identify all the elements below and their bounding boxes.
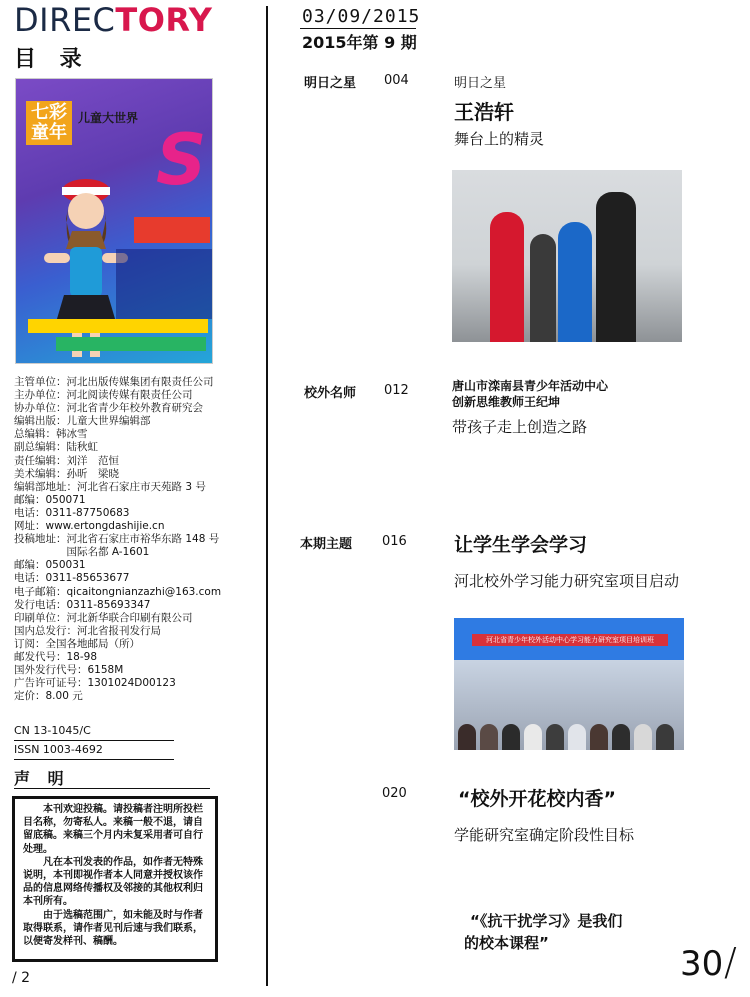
cover-stripe-yellow bbox=[28, 319, 208, 333]
credit-line: 电话：0311-85653677 bbox=[14, 572, 130, 585]
credit-line: 美术编辑：孙昕 梁晓 bbox=[14, 467, 119, 480]
left-page-number: / 2 bbox=[12, 970, 31, 986]
entry4-title[interactable]: “校外开花校内香” bbox=[458, 788, 616, 810]
photo-crowd bbox=[502, 724, 520, 750]
photo-crowd bbox=[590, 724, 608, 750]
entry2-desc[interactable]: 带孩子走上创造之路 bbox=[452, 418, 588, 436]
credit-line: 邮编：050071 bbox=[14, 493, 86, 506]
entry5-line1[interactable]: “《抗干扰学习》是我们 bbox=[470, 912, 623, 930]
contents-heading: 目 录 bbox=[14, 47, 90, 72]
page-ref-e1: 004 bbox=[384, 73, 409, 88]
cover-badge bbox=[134, 217, 210, 243]
photo-person bbox=[530, 234, 556, 342]
entry5-line2[interactable]: 的校本课程” bbox=[464, 934, 549, 952]
credit-line: 协办单位：河北省青少年校外教育研究会 bbox=[14, 402, 203, 415]
directory-title-part2: TORY bbox=[115, 1, 213, 39]
notice-paragraph: 凡在本刊发表的作品，如作者无特殊说明，本刊即视作者本人同意并授权该作品的信息网络传播权及邻接的其他权利归本刊所有。 bbox=[23, 856, 203, 908]
photo-person bbox=[596, 192, 636, 342]
credit-line: 国内总发行：河北省报刊发行局 bbox=[14, 624, 161, 637]
notice-heading-rule bbox=[14, 788, 210, 789]
photo-crowd bbox=[634, 724, 652, 750]
credit-line: 国外发行代号：6158M bbox=[14, 664, 124, 677]
credit-line: 责任编辑：刘洋 范恒 bbox=[14, 454, 119, 467]
entry3-title[interactable]: 让学生学会学习 bbox=[454, 534, 588, 556]
photo-person bbox=[558, 222, 592, 342]
cover-stripe-green bbox=[56, 337, 206, 351]
photo-crowd bbox=[524, 724, 542, 750]
cover-decorative-letter: S bbox=[156, 119, 207, 201]
credit-line: 印刷单位：河北新华联合印刷有限公司 bbox=[14, 611, 193, 624]
credit-line: 电子邮箱：qicaitongnianzazhi@163.com bbox=[14, 585, 222, 598]
credit-line: 副总编辑：陆秋虹 bbox=[14, 441, 98, 454]
section-label-e1: 明日之星 bbox=[304, 76, 357, 91]
column-divider bbox=[266, 6, 268, 986]
entry4-desc: 学能研究室确定阶段性目标 bbox=[454, 826, 635, 844]
photo-crowd bbox=[458, 724, 476, 750]
photo-person bbox=[490, 212, 524, 342]
magazine-cover-image bbox=[15, 78, 213, 364]
credit-line: 总编辑：韩冰雪 bbox=[14, 428, 88, 441]
section-label-e2: 校外名师 bbox=[304, 386, 357, 401]
right-page-number: 30 bbox=[680, 944, 724, 984]
issue-date: 03/09/2015 bbox=[302, 6, 421, 27]
notice-paragraph: 本刊欢迎投稿。请投稿者注明所投栏目名称，勿寄私人。来稿一般不退，请自留底稿。来稿三个月内未复采用者可自行处理。 bbox=[23, 804, 203, 855]
photo-banner bbox=[472, 634, 668, 646]
entry1-name[interactable]: 王浩轩 bbox=[454, 100, 514, 124]
registration-ids bbox=[14, 722, 174, 760]
credit-line: 电话：0311-87750683 bbox=[14, 506, 130, 519]
credit-line: 编辑部地址：河北省石家庄市天苑路 3 号 bbox=[14, 480, 206, 493]
cn-number: CN 13-1045/C bbox=[14, 722, 174, 741]
page-ref-e2: 012 bbox=[384, 383, 409, 398]
directory-title-part1: DIREC bbox=[14, 1, 116, 39]
entry1-kicker: 明日之星 bbox=[454, 76, 507, 91]
cover-brand-right: 儿童大世界 bbox=[78, 111, 139, 125]
photo-crowd bbox=[480, 724, 498, 750]
right-page-slash: / bbox=[724, 940, 737, 984]
photo-crowd bbox=[612, 724, 630, 750]
credit-line: 投稿地址：河北省石家庄市裕华东路 148 号 bbox=[14, 533, 220, 546]
photo-banner-text: 河北省青少年校外活动中心学习能力研究室项目培训班 bbox=[486, 636, 654, 644]
cover-brand-left: 七彩童年 bbox=[26, 101, 72, 145]
credit-line: 主办单位：河北阅读传媒有限责任公司 bbox=[14, 389, 193, 402]
credit-line: 发行电话：0311-85693347 bbox=[14, 598, 151, 611]
page-ref-e3: 016 bbox=[382, 534, 407, 549]
credit-line: 定价：8.00 元 bbox=[14, 690, 83, 703]
issue-number: 2015年第 9 期 bbox=[302, 33, 417, 52]
photo-crowd bbox=[546, 724, 564, 750]
credit-line: 订阅：全国各地邮局（所） bbox=[14, 637, 140, 650]
cover-banner bbox=[116, 249, 212, 319]
notice-heading: 声 明 bbox=[14, 769, 70, 788]
credit-line: 邮编：050031 bbox=[14, 559, 86, 572]
section-label-e3: 本期主题 bbox=[300, 537, 353, 552]
entry3-desc: 河北校外学习能力研究室项目启动 bbox=[454, 572, 680, 590]
publication-credits bbox=[14, 376, 262, 703]
credit-line: 广告许可证号：1301024D00123 bbox=[14, 677, 176, 690]
photo-crowd bbox=[656, 724, 674, 750]
entry1-photo bbox=[452, 170, 682, 342]
photo-crowd bbox=[568, 724, 586, 750]
credit-line: 网址：www.ertongdashijie.cn bbox=[14, 520, 165, 533]
credit-line: 邮发代号：18-98 bbox=[14, 650, 98, 663]
entry1-desc: 舞台上的精灵 bbox=[454, 130, 545, 148]
entry3-photo bbox=[454, 618, 684, 750]
credit-line: 主管单位：河北出版传媒集团有限责任公司 bbox=[14, 376, 214, 388]
issn-number: ISSN 1003-4692 bbox=[14, 741, 174, 760]
directory-title bbox=[14, 2, 212, 38]
notice-paragraph: 由于选稿范围广，如未能及时与作者取得联系，请作者见刊后速与我们联系，以便寄发样刊、稿酬。 bbox=[23, 909, 203, 948]
entry2-line1: 唐山市滦南县青少年活动中心 bbox=[452, 379, 609, 393]
credit-line: 编辑出版：儿童大世界编辑部 bbox=[14, 415, 151, 428]
credit-line: 国际名都 A-1601 bbox=[14, 546, 150, 559]
date-underline bbox=[300, 28, 416, 29]
page-ref-e4: 020 bbox=[382, 786, 407, 801]
notice-box bbox=[12, 796, 218, 962]
entry2-line2: 创新思维教师王纪坤 bbox=[452, 395, 561, 409]
